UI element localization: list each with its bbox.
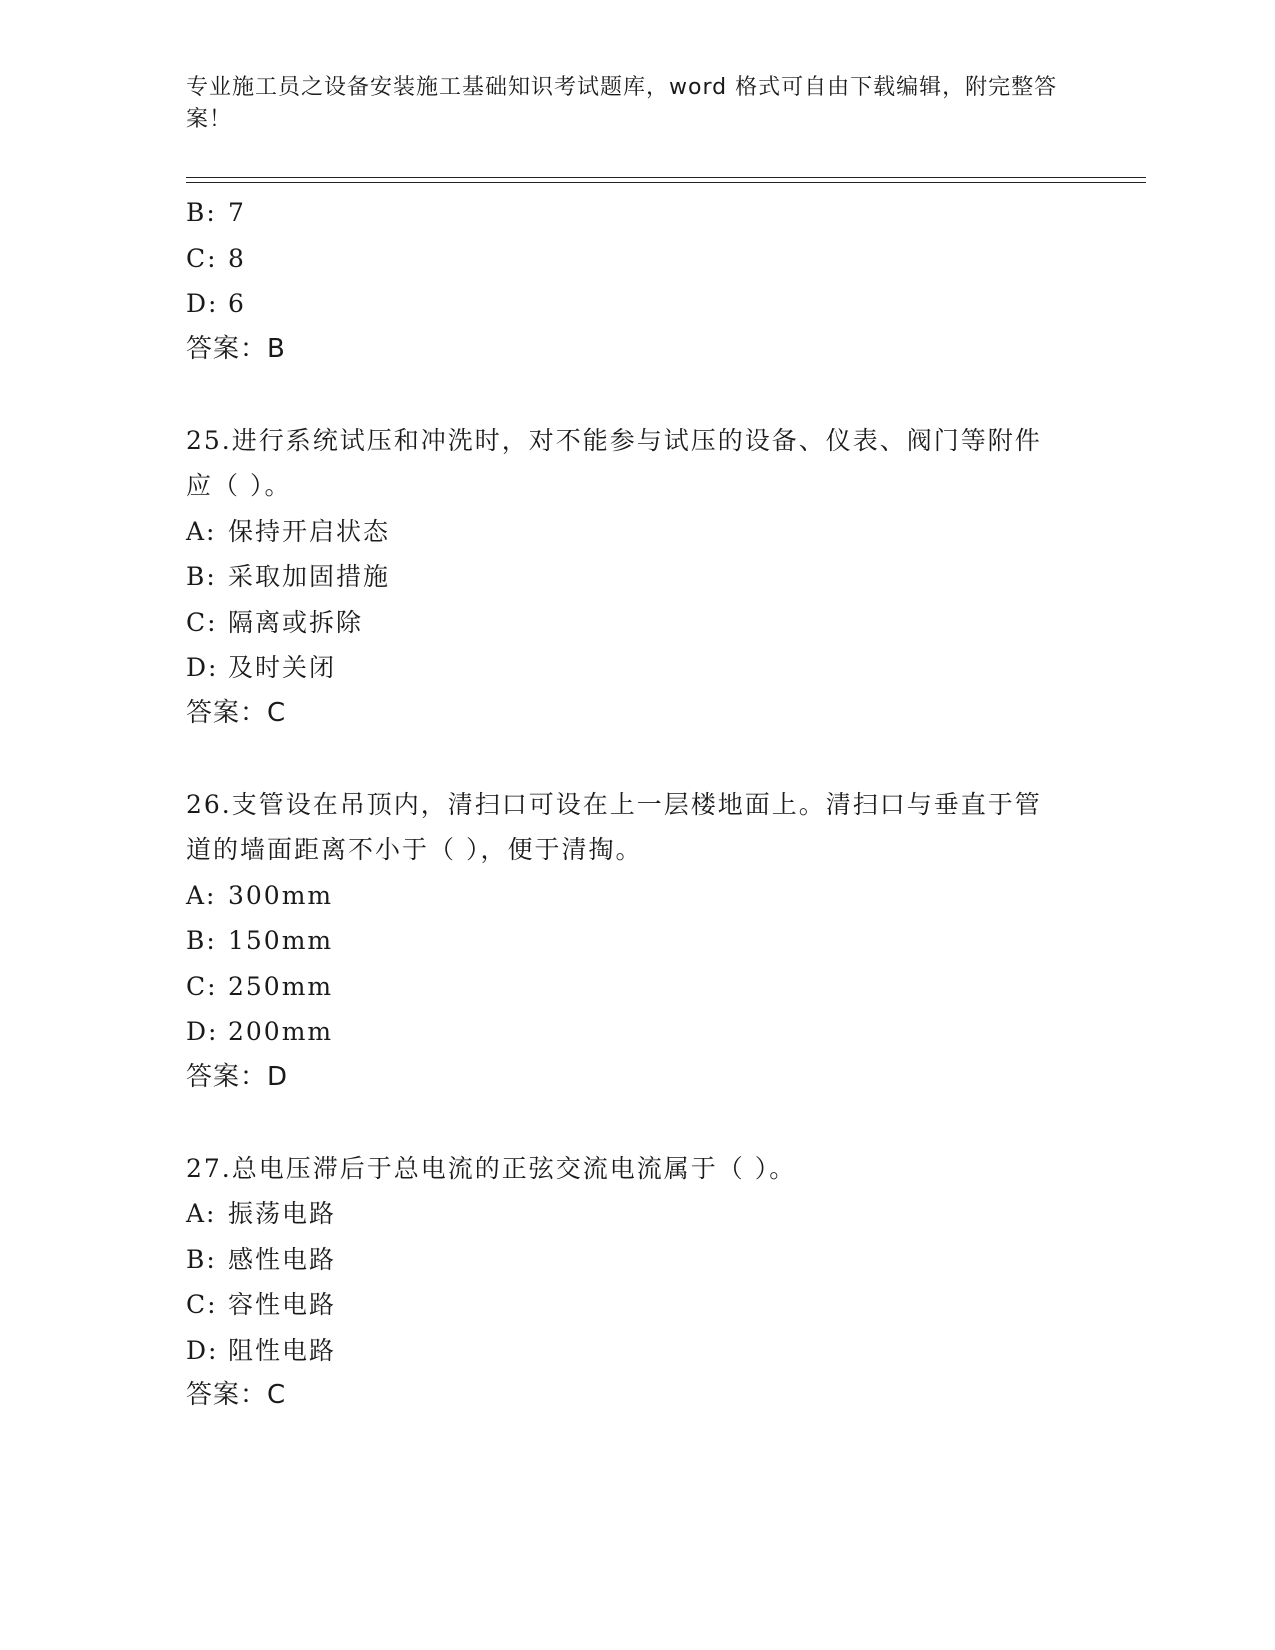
option-letter: D: (186, 653, 219, 682)
question-text: 26.支管设在吊顶内，清扫口可设在上一层楼地面上。清扫口与垂直于管道的墙面距离不小于（ ），便于清掏。 (186, 789, 1042, 864)
option-text: 保持开启状态 (228, 516, 391, 546)
option-item (186, 190, 1086, 236)
option-letter: B: (186, 198, 217, 227)
option-text: 300mm (228, 880, 334, 910)
option-text: 200mm (228, 1017, 334, 1046)
option-letter: C: (186, 1290, 218, 1319)
answer-line: 答案：C (186, 1380, 287, 1410)
option-text: 容性电路 (228, 1290, 337, 1319)
option-text: 7 (228, 198, 246, 227)
question-block (186, 1146, 1086, 1419)
option-text: 150mm (228, 926, 334, 955)
option-text: 8 (228, 243, 246, 273)
header-rule-bottom (186, 182, 1146, 183)
option-item (186, 554, 1086, 600)
option-letter: C: (186, 971, 218, 1001)
option-item (186, 918, 1086, 964)
spacer (186, 736, 1086, 782)
option-text: 振荡电路 (228, 1199, 337, 1228)
option-letter: D: (186, 289, 219, 318)
answer-line: 答案：D (186, 1061, 289, 1092)
option-text: 隔离或拆除 (228, 607, 364, 637)
option-item (186, 1282, 1086, 1328)
option-item (186, 1191, 1086, 1237)
option-letter: A: (186, 880, 217, 910)
option-item (186, 281, 1086, 327)
option-text: 250mm (228, 971, 334, 1001)
answer-line: 答案：C (186, 697, 287, 728)
option-letter: C: (186, 243, 218, 273)
option-letter: D: (186, 1335, 219, 1365)
option-letter: C: (186, 607, 218, 637)
spacer (186, 372, 1086, 418)
question-block (186, 418, 1086, 737)
option-item (186, 645, 1086, 691)
question-block (186, 782, 1086, 1101)
question-list (186, 190, 1086, 1419)
question-text: 27.总电压滞后于总电流的正弦交流电流属于（ ）。 (186, 1153, 797, 1183)
option-item (186, 1328, 1086, 1374)
header-rule-top (186, 177, 1146, 178)
option-letter: B: (186, 926, 217, 955)
option-item (186, 1009, 1086, 1055)
option-text: 感性电路 (228, 1244, 337, 1274)
option-text: 及时关闭 (228, 653, 337, 682)
option-letter: B: (186, 562, 217, 591)
option-item (186, 509, 1086, 555)
option-letter: D: (186, 1017, 219, 1046)
option-text: 采取加固措施 (228, 562, 391, 591)
option-letter: B: (186, 1244, 217, 1274)
option-text: 6 (228, 289, 246, 318)
option-item (186, 964, 1086, 1010)
continued-question (186, 190, 1086, 372)
document-header: 专业施工员之设备安装施工基础知识考试题库，word 格式可自由下载编辑，附完整答案！ (186, 75, 1058, 132)
option-letter: A: (186, 1199, 217, 1228)
option-item (186, 236, 1086, 282)
answer-line: 答案：B (186, 333, 286, 364)
option-item (186, 873, 1086, 919)
option-letter: A: (186, 516, 217, 546)
option-item (186, 1237, 1086, 1283)
question-text: 25.进行系统试压和冲洗时，对不能参与试压的设备、仪表、阀门等附件应（ ）。 (186, 425, 1042, 500)
option-item (186, 600, 1086, 646)
spacer (186, 1100, 1086, 1146)
option-text: 阻性电路 (228, 1335, 337, 1365)
